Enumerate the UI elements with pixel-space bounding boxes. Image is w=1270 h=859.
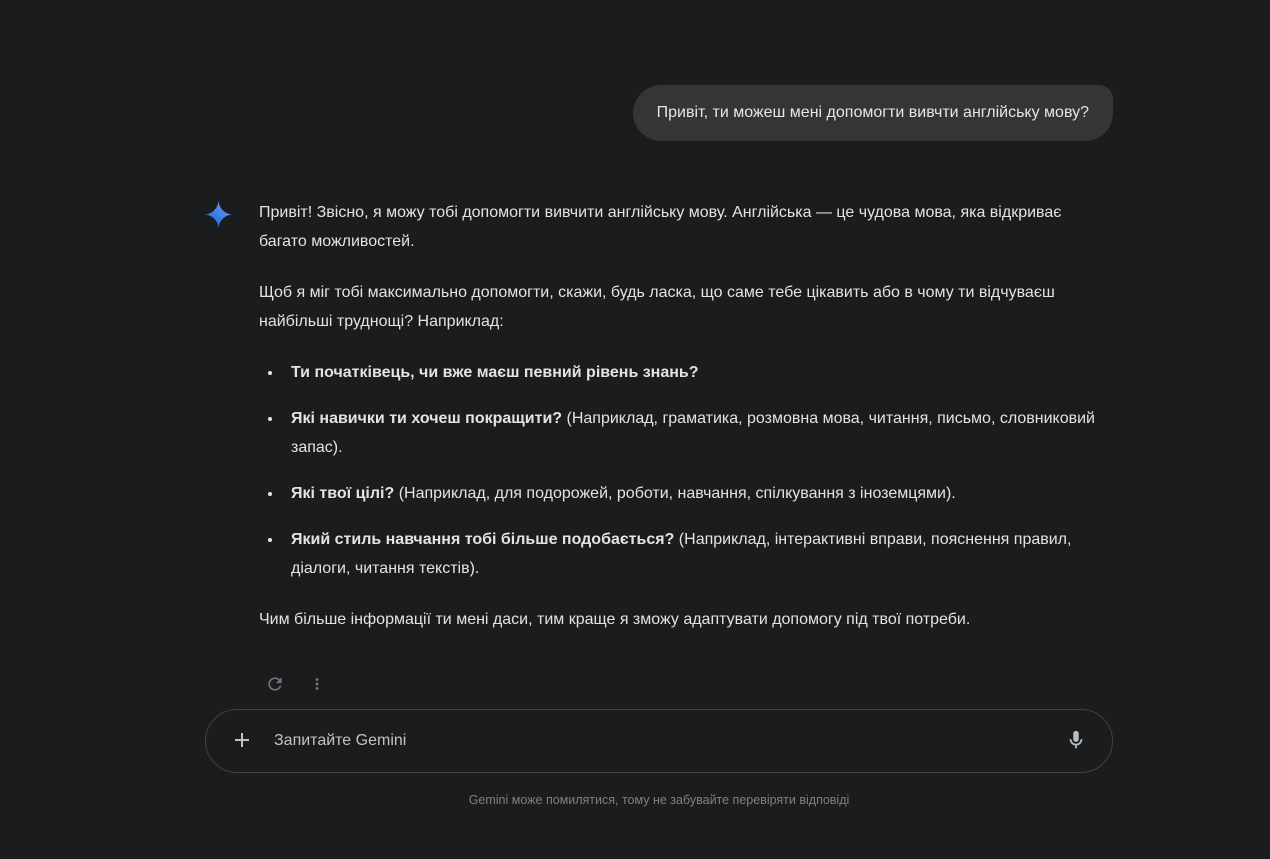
- bullet-item-3: [283, 479, 1099, 508]
- user-message-bubble: [633, 85, 1113, 141]
- bullet-bold-text: Який стиль навчання тобі більше подобається?: [291, 531, 675, 548]
- microphone-icon: [1065, 729, 1087, 754]
- bullet-regular-text: (Наприклад, для подорожей, роботи, навчання, спілкування з іноземцями).: [394, 485, 956, 502]
- chat-column: [205, 0, 1113, 808]
- response-paragraph-1: Привіт! Звісно, я можу тобі допомогти вивчити англійську мову. Англійська — це чудова мова, яка відкриває багато можливостей.: [259, 204, 1062, 250]
- model-response-body: [259, 198, 1099, 634]
- bullet-regular-text: (Наприклад, інтерактивні вправи, пояснення правил, діалоги, читання текстів).: [291, 531, 1072, 577]
- prompt-input[interactable]: [272, 731, 1062, 751]
- bullet-item-4: [283, 525, 1099, 583]
- model-response-row: [205, 198, 1113, 634]
- mic-button[interactable]: [1062, 727, 1090, 755]
- bullet-bold-text: Які твої цілі?: [291, 485, 395, 502]
- more-options-button[interactable]: [305, 672, 329, 696]
- regenerate-button[interactable]: [263, 672, 287, 696]
- user-message-text: Привіт, ти можеш мені допомогти вивчти англійську мову?: [656, 104, 1089, 121]
- response-paragraph-2: Щоб я міг тобі максимально допомогти, скажи, будь ласка, що саме тебе цікавить або в чому ти відчуваєш найбільші труднощі? Наприклад:: [259, 284, 1055, 330]
- add-button[interactable]: [222, 721, 262, 761]
- bullet-item-1: [283, 358, 1099, 387]
- bullet-regular-text: (Наприклад, граматика, розмовна мова, читання, письмо, словниковий запас).: [291, 410, 1095, 456]
- bullet-bold-text: Ти початківець, чи вже маєш певний рівень знань?: [291, 364, 699, 381]
- response-paragraph-3: Чим більше інформації ти мені даси, тим краще я зможу адаптувати допомогу під твої потреби.: [259, 611, 971, 628]
- gemini-sparkle-icon: [205, 201, 232, 228]
- bullet-item-2: [283, 404, 1099, 462]
- disclaimer-text: Gemini може помилятися, тому не забувайте перевіряти відповіді: [468, 793, 850, 807]
- prompt-input-bar[interactable]: [205, 709, 1113, 773]
- user-message-row: [205, 0, 1113, 141]
- response-actions-row: [263, 672, 1113, 696]
- plus-icon: [230, 728, 254, 755]
- three-dot-menu-icon: [308, 675, 326, 693]
- regenerate-icon: [265, 674, 285, 694]
- response-bullet-list: [259, 358, 1099, 583]
- bullet-bold-text: Які навички ти хочеш покращити?: [291, 410, 563, 427]
